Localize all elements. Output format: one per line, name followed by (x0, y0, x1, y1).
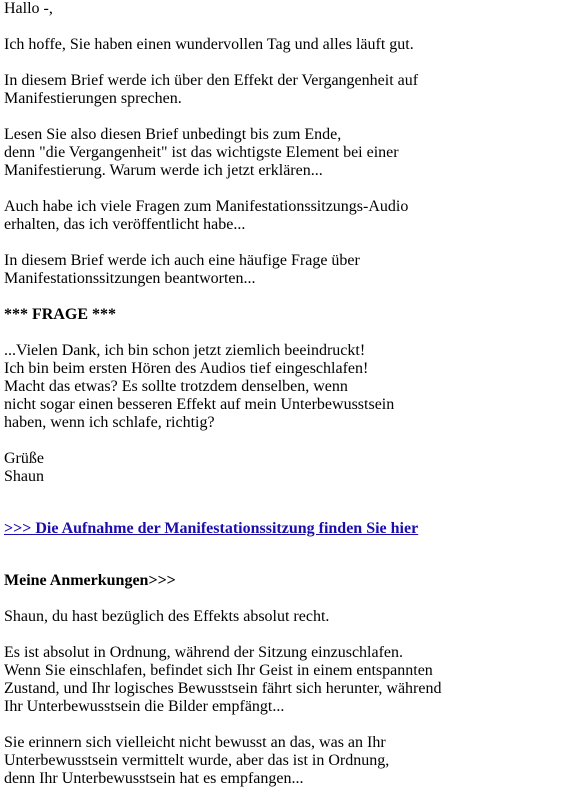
paragraph-line: Zustand, und Ihr logisches Bewusstsein fährt sich herunter, während (4, 680, 442, 697)
signoff-name: Shaun (4, 468, 44, 485)
paragraph-line: Auch habe ich viele Fragen zum Manifestationssitzungs-Audio (4, 198, 409, 215)
signoff-greeting: Grüße (4, 450, 44, 467)
paragraph-line: haben, wenn ich schlafe, richtig? (4, 414, 215, 431)
paragraph-fragen (4, 198, 576, 234)
paragraph-line: denn Ihr Unterbewusstsein hat es empfangen... (4, 770, 304, 787)
paragraph-line: Manifestierungen sprechen. (4, 90, 182, 107)
paragraph-line: In diesem Brief werde ich auch eine häufige Frage über (4, 252, 360, 269)
paragraph-lesen (4, 126, 576, 180)
cta-paragraph (4, 520, 576, 538)
intro-paragraph: Ich hoffe, Sie haben einen wundervollen Tag und alles läuft gut. (4, 36, 414, 53)
notes-paragraph-3 (4, 734, 576, 788)
paragraph-line: In diesem Brief werde ich über den Effekt der Vergangenheit auf (4, 72, 419, 89)
paragraph-line: Es ist absolut in Ordnung, während der Sitzung einzuschlafen. (4, 644, 404, 661)
paragraph-line: Macht das etwas? Es sollte trotzdem denselben, wenn (4, 378, 348, 395)
paragraph-line: Sie erinnern sich vielleicht nicht bewusst an das, was an Ihr (4, 734, 386, 751)
paragraph-vergangenheit (4, 72, 576, 108)
paragraph-line: Lesen Sie also diesen Brief unbedingt bis zum Ende, (4, 126, 342, 143)
paragraph-line: ...Vielen Dank, ich bin schon jetzt ziemlich beeindruckt! (4, 342, 366, 359)
paragraph-line: Wenn Sie einschlafen, befindet sich Ihr Geist in einem entspannten (4, 662, 433, 679)
paragraph-line: Ihr Unterbewusstsein die Bilder empfängt... (4, 698, 285, 715)
notes-paragraph-1: Shaun, du hast bezüglich des Effekts absolut recht. (4, 608, 330, 625)
paragraph-line: Manifestationssitzungen beantworten... (4, 270, 256, 287)
paragraph-line: denn "die Vergangenheit" ist das wichtigste Element bei einer (4, 144, 399, 161)
paragraph-line: erhalten, das ich veröffentlicht habe... (4, 216, 246, 233)
signoff (4, 450, 576, 486)
paragraph-line: nicht sogar einen besseren Effekt auf mein Unterbewusstsein (4, 396, 395, 413)
question-heading: *** FRAGE *** (4, 306, 116, 323)
paragraph-line: Manifestierung. Warum werde ich jetzt erklären... (4, 162, 323, 179)
manifestation-session-link[interactable]: >>> Die Aufnahme der Manifestationssitzung finden Sie hier (4, 520, 419, 537)
paragraph-line: Ich bin beim ersten Hören des Audios tief eingeschlafen! (4, 360, 369, 377)
paragraph-line: Unterbewusstsein vermittelt wurde, aber das ist in Ordnung, (4, 752, 390, 769)
paragraph-haeufige-frage (4, 252, 576, 288)
greeting: Hallo -, (4, 0, 53, 17)
notes-paragraph-2 (4, 644, 576, 716)
notes-heading: Meine Anmerkungen>>> (4, 572, 176, 589)
question-paragraph (4, 342, 576, 432)
